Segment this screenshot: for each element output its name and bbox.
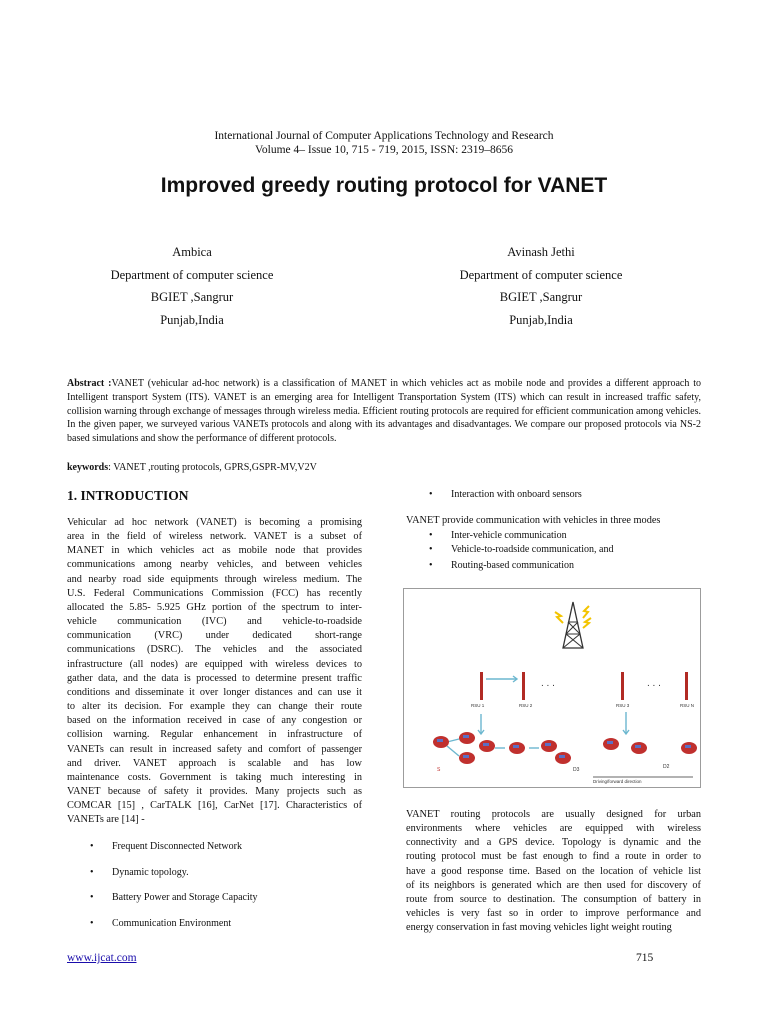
author-department: Department of computer science xyxy=(110,267,274,282)
text-line: VANET routing protocols are usually designed for urban xyxy=(406,809,701,820)
author-location: Punjab,India xyxy=(509,312,573,327)
destination-label: D3 xyxy=(573,767,580,773)
vehicle-icon xyxy=(603,738,619,750)
abstract xyxy=(67,377,701,446)
text-line: vehicles is very fast so in order to improve performance and xyxy=(406,908,701,920)
journal-header xyxy=(0,129,768,157)
bullet-icon: • xyxy=(429,544,433,555)
rsu-pole-icon xyxy=(685,672,688,700)
text-line: MANET in which vehicles act as mobile node that provides xyxy=(67,545,362,557)
rsu-label: RSU N xyxy=(680,703,695,708)
vehicle-icon xyxy=(459,752,475,764)
text-line: maintenance costs. Government is taking much interesting in xyxy=(67,771,362,783)
vehicle-icon xyxy=(555,752,571,764)
page-number: 715 xyxy=(636,952,654,964)
text-line: U.S. Federal Communications Commission (FCC) has recently xyxy=(67,587,362,599)
vehicle-icon xyxy=(479,740,495,752)
text-line: conditions and disseminate it over longer distances and can use it xyxy=(67,686,362,698)
bullet-icon: • xyxy=(90,892,94,903)
ellipsis: . . . xyxy=(541,678,555,689)
text-line: VANETs are [14] - xyxy=(67,814,145,826)
ellipsis: . . . xyxy=(647,678,661,689)
text-line: environments where vehicles are equipped with wireless xyxy=(406,823,701,835)
bullet-icon: • xyxy=(429,560,433,571)
list-item: • Interaction with onboard sensors xyxy=(429,489,582,500)
list-item: • Battery Power and Storage Capacity xyxy=(90,892,258,903)
journal-website-link[interactable]: www.ijcat.com xyxy=(67,952,137,964)
text-line: routing protocol must be fast enough to find a route in order to xyxy=(406,851,701,863)
rsu-pole-icon xyxy=(522,672,525,700)
text-line: communications among nearby vehicles, and between vehicles xyxy=(67,559,362,571)
author-department: Department of computer science xyxy=(459,267,623,282)
text-line: infrastructure (all nodes) are equipped with wireless devices to xyxy=(67,658,362,670)
text-line: vehicle communication (IVC) and vehicle-to-roadside xyxy=(67,616,362,628)
author-location: Punjab,India xyxy=(160,312,224,327)
paper-title: Improved greedy routing protocol for VANET xyxy=(160,174,608,197)
author-institution: BGIET ,Sangrur xyxy=(499,290,583,304)
destination-label: D2 xyxy=(663,764,670,770)
bullet-icon: • xyxy=(90,867,94,878)
vehicle-icon xyxy=(681,742,697,754)
modes-intro: VANET provide communication with vehicles in three modes xyxy=(406,515,661,526)
section-heading-introduction: 1. INTRODUCTION xyxy=(67,488,189,503)
vehicle-icon xyxy=(459,732,475,744)
rsu-pole-icon xyxy=(621,672,624,700)
vanet-communication-figure xyxy=(403,588,701,788)
direction-label: Driving/forward direction xyxy=(593,779,642,784)
text-line: have a good response time. Based on the location of vehicle list xyxy=(406,865,701,877)
keywords-text: : VANET ,routing protocols, GPRS,GSPR-MV,V2V xyxy=(108,462,317,473)
text-line: VANET because of safety it provides. Many projects such as xyxy=(67,785,362,797)
text-line: VANETs can result in increased safety and comfort of passenger xyxy=(67,743,362,755)
intro-paragraph xyxy=(67,516,362,827)
text-line: connectivity and a GPS device. Topology is dynamic and the xyxy=(406,837,701,849)
text-line: collision warning. Regular enhancement in infrastructure of xyxy=(67,729,362,741)
text-line: of its neighbors is generated which are then used for discovery of xyxy=(406,879,701,891)
rsu-label: RSU 3 xyxy=(616,703,630,708)
keywords xyxy=(67,462,701,473)
text-line: COMCAR [15] , CarTALK [16], CarNet [17]. Characteristics of xyxy=(67,800,362,812)
text-line: and nearby road side equipments through wireless medium. The xyxy=(67,573,362,585)
author-institution: BGIET ,Sangrur xyxy=(150,290,234,304)
rsu-label: RSU 2 xyxy=(519,703,533,708)
routing-paragraph xyxy=(406,808,701,935)
text-line: route from source to destination. The consumption of battery in xyxy=(406,893,701,905)
text-line: to alter its decision. For example they can change their route xyxy=(67,701,362,713)
vehicle-icon xyxy=(541,740,557,752)
journal-name: International Journal of Computer Applications Technology and Research xyxy=(214,130,554,142)
bullet-icon: • xyxy=(90,841,94,852)
vehicle-icon xyxy=(433,736,449,748)
abstract-text: VANET (vehicular ad-hoc network) is a classification of MANET in which vehicles act as mobile node and provides a different approach to Intelligent transport System (ITS). VANET is an emerging area for Intelligent Transportation System (ITS) which can result in increased traffic safety, collision warning through exchange of messages through wireless media. Efficient routing protocols are required for efficient communication among vehicles. In the given paper, we surveyed various VANETs protocols and along with its advantages and disadvantages. We compare our proposed protocols via NS-2 based simulations and show the performance of different protocols. xyxy=(67,378,701,445)
vehicle-icon xyxy=(631,742,647,754)
author-name: Avinash Jethi xyxy=(507,245,575,259)
keywords-label: keywords xyxy=(67,462,109,473)
text-line: gather data, and the data is processed to determine present traffic xyxy=(67,672,362,684)
author-block-2 xyxy=(416,241,666,331)
bullet-icon: • xyxy=(90,918,94,929)
abstract-label: Abstract : xyxy=(67,378,112,389)
text-line: communications (DSRC). The vehicles and the associated xyxy=(67,644,362,656)
list-item: • Communication Environment xyxy=(90,918,232,929)
text-line: allocated the 5.85- 5.925 GHz portion of the spectrum to inter- xyxy=(67,601,362,613)
journal-volume: Volume 4– Issue 10, 715 - 719, 2015, ISSN: 2319–8656 xyxy=(255,144,513,156)
list-item: • Routing-based communication xyxy=(429,560,575,571)
list-item: • Frequent Disconnected Network xyxy=(90,841,242,852)
list-item: • Dynamic topology. xyxy=(90,867,189,878)
bullet-icon: • xyxy=(429,530,433,541)
rsu-pole-icon xyxy=(480,672,483,700)
text-line: Vehicular ad hoc network (VANET) is becoming a promising xyxy=(67,517,362,528)
rsu-label: RSU 1 xyxy=(471,703,485,708)
author-block-1 xyxy=(67,241,317,331)
text-line: communication (VRC) under dedicated short-range xyxy=(67,630,362,642)
text-line: based on the information received in case of any congestion or xyxy=(67,715,362,727)
list-item: • Inter-vehicle communication xyxy=(429,530,567,541)
bullet-icon: • xyxy=(429,489,433,500)
text-line: and driver. VANET approach is scalable and has low xyxy=(67,757,362,769)
text-line: area in the field of wireless network. VANET is a subset of xyxy=(67,531,362,543)
list-item: • Vehicle-to-roadside communication, and xyxy=(429,544,614,555)
source-label: S xyxy=(437,767,441,773)
author-name: Ambica xyxy=(172,245,212,259)
text-line: energy conservation in fast moving vehicles light weight routing xyxy=(406,922,672,934)
vehicle-icon xyxy=(509,742,525,754)
